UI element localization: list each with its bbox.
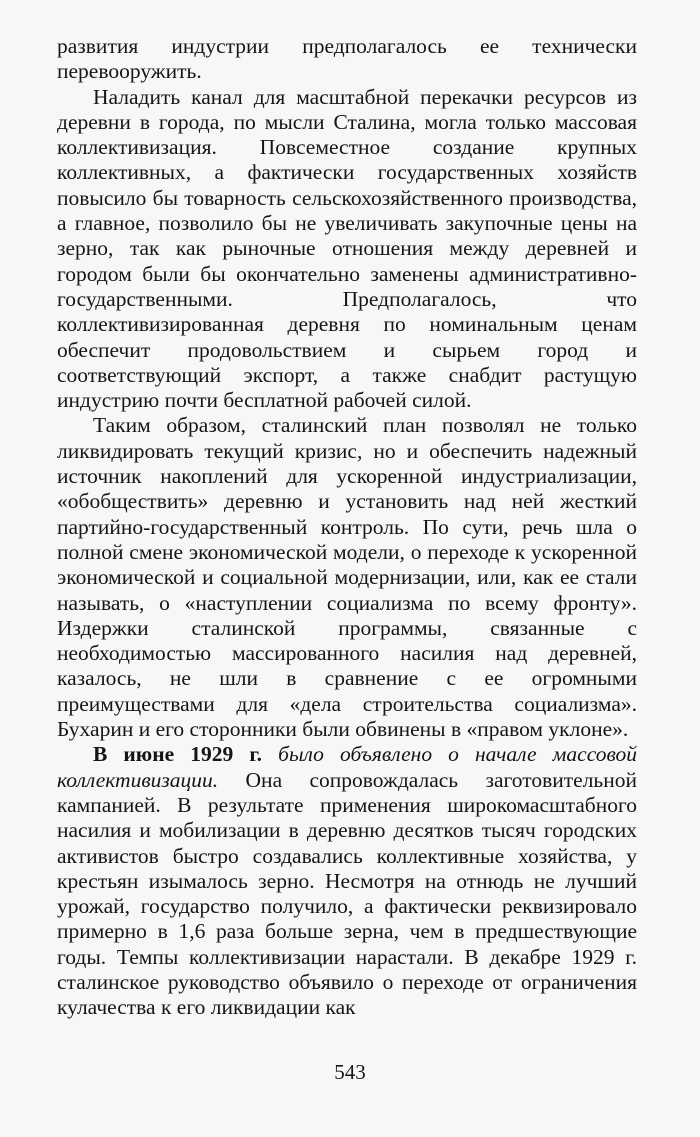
paragraph-collectivization-plan: Наладить канал для масштабной перекачки ресурсов из деревни в города, по мысли Сталина, могла только массовая коллективизация. Повсеместное создание крупных коллективных, а фактически государственных хозяйств повысило бы товарность сельскохозяйственного производства, а главное, позволило бы не увеличивать закупочные цены на зерно, так как рыночные отношения между деревней и городом были бы окончательно заменены административно-государственными. Предполагалось, что коллективизированная деревня по номинальным ценам обеспечит продовольствием и сырьем город и соответствующий экспорт, а также снабдит растущую индустрию почти бесплатной рабочей силой. [57, 84, 637, 413]
document-body [57, 34, 637, 1021]
paragraph-continuation: развития индустрии предполагалось ее технически перевооружить. [57, 34, 637, 84]
paragraph-text: Она сопровождалась заготовительной кампанией. В результате применения широкомасштабного насилия и мобилизации в деревню десятков тысяч городских активистов быстро создавались коллективные хозяйства, у крестьян изымалось зерно. Несмотря на отнюдь не лучший урожай, государство получило, а фактически реквизировало примерно в 1,6 раза больше зерна, чем в предшествующие годы. Темпы коллективизации нарастали. В декабре 1929 г. сталинское руководство объявило о переходе от ограничения кулачества к его ликвидации как [57, 767, 637, 1020]
italic-emphasis: было объявлено о начале массовой коллективизации. [57, 742, 638, 792]
paragraph-stalin-plan: Таким образом, сталинский план позволял не только ликвидировать текущий кризис, но и обеспечить надежный источник накоплений для ускоренной индустриализации, «обобществить» деревню и установить над ней жесткий партийно-государственный контроль. По сути, речь шла о полной смене экономической модели, о переходе к ускоренной экономической и социальной модернизации, или, как ее стали называть, о «наступлении социализма по всему фронту». Издержки сталинской программы, связанные с необходимостью массированного насилия над деревней, казалось, не шли в сравнение с ее огромными преимуществами для «дела строительства социализма». Бухарин и его сторонники были обвинены в «правом уклоне». [57, 413, 637, 742]
paragraph-june-1929 [57, 742, 637, 1020]
date-emphasis: В июне 1929 г. [93, 742, 263, 767]
page-number: 543 [334, 1060, 366, 1084]
